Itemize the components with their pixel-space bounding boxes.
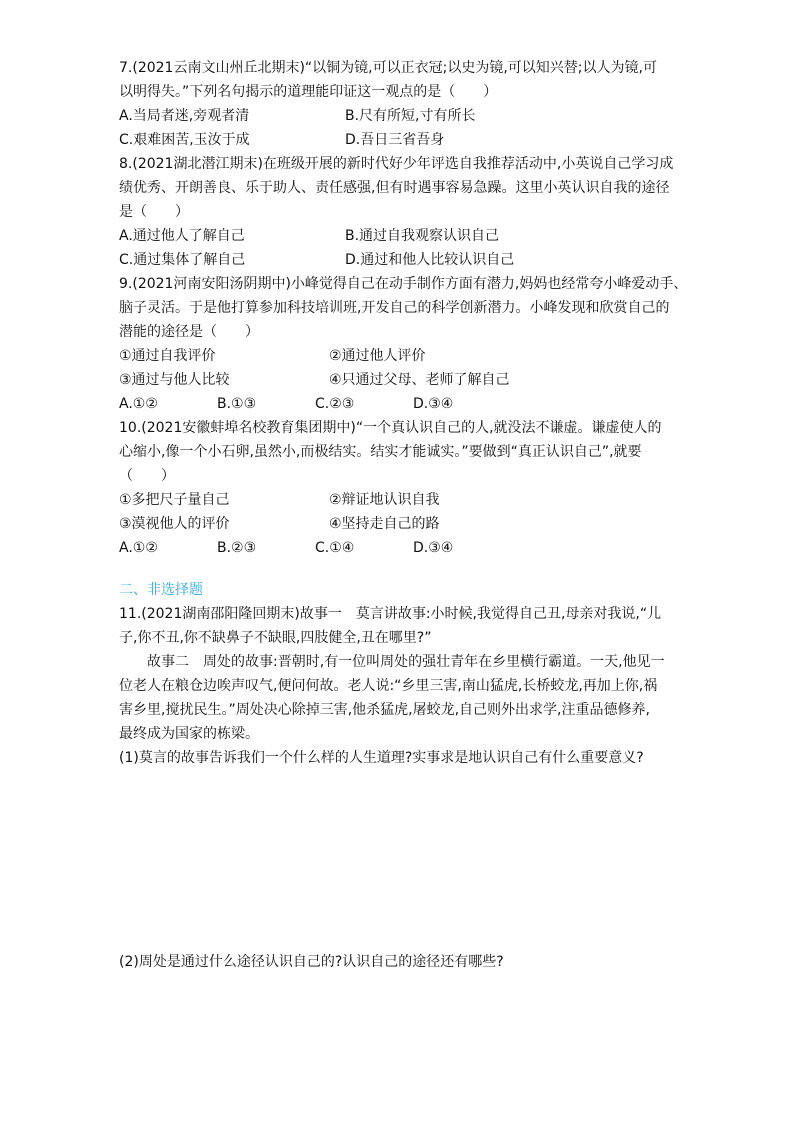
story-text: 害乡里,搅扰民生。”周处决心除掉三害,他杀猛虎,屠蛟龙,自己则外出求学,注重品德修养, — [119, 702, 650, 718]
option-b: B.①③ — [217, 396, 257, 412]
story-text: 最终成为国家的栋梁。 — [119, 726, 259, 742]
statement-2: ②辩证地认识自我 — [329, 492, 440, 508]
statement-row — [119, 368, 684, 392]
statement-3: ③漠视他人的评价 — [119, 516, 230, 532]
statement-row — [119, 344, 684, 368]
statement-3: ③通过与他人比较 — [119, 372, 230, 388]
option-row — [119, 248, 684, 272]
option-a: A.通过他人了解自己 — [119, 228, 245, 244]
question-text: 8.(2021湖北潜江期末)在班级开展的新时代好少年评选自我推荐活动中,小英说自己学习成 — [119, 156, 674, 172]
question-7 — [119, 56, 684, 152]
section-heading: 二、非选择题 — [119, 582, 203, 598]
worksheet-page — [119, 56, 688, 974]
story-text: 位老人在粮仓边唉声叹气,便问何故。老人说:“乡里三害,南山猛虎,长桥蛟龙,再加上你,祸 — [119, 678, 658, 694]
option-c: C.通过集体了解自己 — [119, 252, 246, 268]
question-text: 绩优秀、开朗善良、乐于助人、责任感强,但有时遇事容易急躁。这里小英认识自我的途径 — [119, 180, 670, 196]
option-row — [119, 224, 684, 248]
sub-question-1: (1)莫言的故事告诉我们一个什么样的人生道理?实事求是地认识自己有什么重要意义? — [119, 750, 644, 766]
question-9 — [119, 272, 688, 416]
question-text: 是（ ） — [119, 204, 189, 220]
statement-1: ①多把尺子量自己 — [119, 492, 230, 508]
statement-row — [119, 488, 684, 512]
question-text: （ ） — [119, 468, 175, 484]
option-row — [119, 128, 684, 152]
question-text: 心缩小,像一个小石卵,虽然小,而极结实。结实才能诚实。”要做到“真正认识自己”,就要 — [119, 444, 642, 460]
statement-row — [119, 512, 684, 536]
answer-space[interactable] — [119, 770, 684, 950]
option-b: B.尺有所短,寸有所长 — [345, 108, 476, 124]
option-b: B.②③ — [217, 540, 257, 556]
option-row — [119, 104, 684, 128]
option-c: C.②③ — [315, 396, 355, 412]
statement-4: ④坚持走自己的路 — [329, 516, 440, 532]
question-text: 脑子灵活。于是他打算参加科技培训班,开发自己的科学创新潜力。小峰发现和欣赏自己的 — [119, 300, 670, 316]
statement-2: ②通过他人评价 — [329, 348, 426, 364]
option-d: D.③④ — [413, 540, 454, 556]
option-a: A.①② — [119, 540, 158, 556]
option-a: A.当局者迷,旁观者清 — [119, 108, 250, 124]
statement-4: ④只通过父母、老师了解自己 — [329, 372, 510, 388]
option-c: C.①④ — [315, 540, 355, 556]
option-c: C.艰难困苦,玉汝于成 — [119, 132, 250, 148]
statement-1: ①通过自我评价 — [119, 348, 216, 364]
option-row — [119, 536, 684, 560]
option-d: D.吾日三省吾身 — [345, 132, 445, 148]
question-text: 7.(2021云南文山州丘北期末)“以铜为镜,可以正衣冠;以史为镜,可以知兴替;以人为镜,可 — [119, 60, 657, 76]
question-11 — [119, 602, 684, 974]
option-a: A.①② — [119, 396, 158, 412]
question-8 — [119, 152, 684, 272]
story-text: 故事二 周处的故事:晋朝时,有一位叫周处的强壮青年在乡里横行霸道。一天,他见一 — [147, 654, 665, 670]
question-text: 11.(2021湖南邵阳隆回期末)故事一 莫言讲故事:小时候,我觉得自己丑,母亲对我说,“儿 — [119, 606, 662, 622]
option-b: B.通过自我观察认识自己 — [345, 228, 500, 244]
option-d: D.通过和他人比较认识自己 — [345, 252, 515, 268]
option-row — [119, 392, 684, 416]
question-text: 潜能的途径是（ ） — [119, 324, 259, 340]
question-text: 子,你不丑,你不缺鼻子不缺眼,四肢健全,丑在哪里?” — [119, 630, 432, 646]
question-text: 以明得失。”下列名句揭示的道理能印证这一观点的是（ ） — [119, 84, 498, 100]
question-text: 9.(2021河南安阳汤阴期中)小峰觉得自己在动手制作方面有潜力,妈妈也经常夸小峰爱动手、 — [119, 276, 688, 292]
question-text: 10.(2021安徽蚌埠名校教育集团期中)“一个真认识自己的人,就没法不谦虚。谦虚使人的 — [119, 420, 662, 436]
question-10 — [119, 416, 684, 560]
sub-question-2: (2)周处是通过什么途径认识自己的?认识自己的途径还有哪些? — [119, 954, 504, 970]
option-d: D.③④ — [413, 396, 454, 412]
